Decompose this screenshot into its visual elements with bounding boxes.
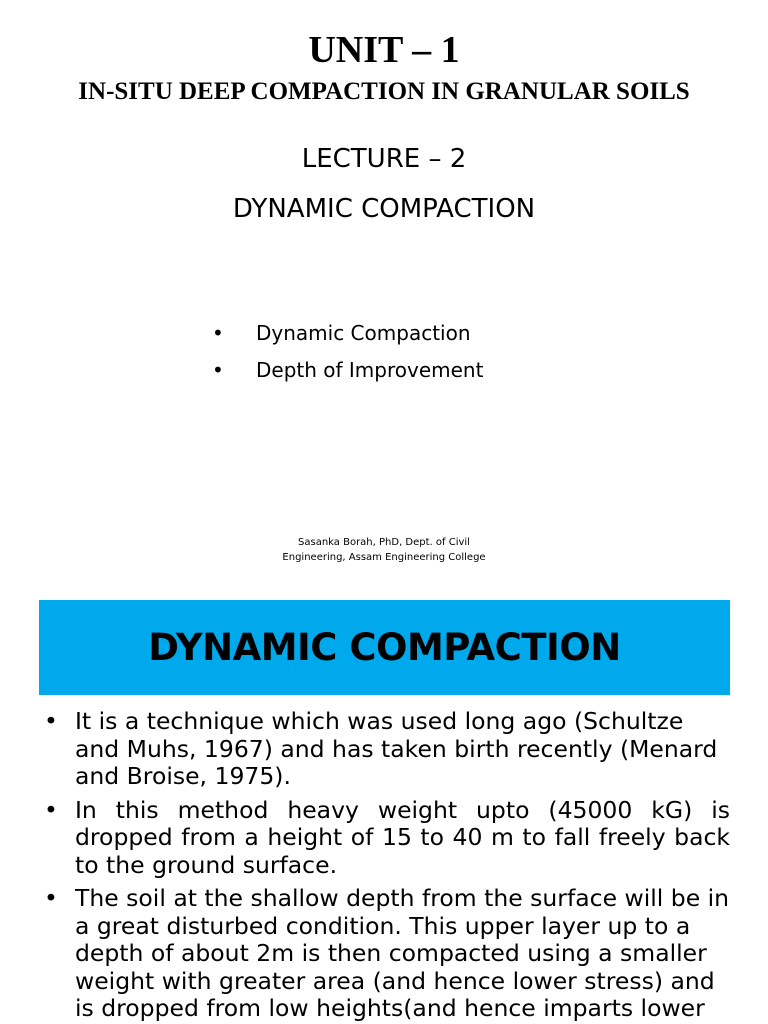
bullet-icon: •: [212, 358, 224, 382]
author-line: Engineering, Assam Engineering College: [282, 552, 486, 563]
content-bullet: [40, 708, 730, 791]
bullet-icon: •: [212, 321, 224, 345]
lecture-number: LECTURE – 2: [301, 144, 467, 174]
banner-title: DYNAMIC COMPACTION: [148, 626, 621, 669]
author-credit: [234, 535, 534, 565]
unit-title: UNIT – 1: [308, 29, 460, 71]
content-text: The soil at the shallow depth from the surface will be in a great disturbed condition. This upper layer up to a depth of about 2m is then compacted using a smaller weight with greater area (and hence lower stress) and is dropped from low heights(and hence imparts lower: [75, 884, 730, 1022]
outline-item-text: Dynamic Compaction: [256, 321, 471, 345]
content-bullet: [40, 797, 730, 880]
content-text: In this method heavy weight upto (45000 kG) is dropped from a height of 15 to 40 m to fall freely back to the ground surface.: [75, 795, 730, 879]
outline-item: [212, 355, 483, 392]
outline-item-text: Depth of Improvement: [256, 358, 484, 382]
outline-list: [212, 318, 483, 392]
lecture-topic: DYNAMIC COMPACTION: [232, 194, 536, 224]
unit-subtitle: IN-SITU DEEP COMPACTION IN GRANULAR SOILS: [78, 78, 690, 105]
content-list: [40, 708, 730, 1024]
section-banner: [39, 600, 730, 695]
bullet-icon: •: [44, 707, 58, 735]
author-line: Sasanka Borah, PhD, Dept. of Civil: [298, 537, 470, 548]
bullet-icon: •: [44, 795, 58, 824]
bullet-icon: •: [44, 884, 58, 912]
content-bullet: [40, 885, 730, 1023]
outline-item: [212, 318, 483, 355]
content-text: It is a technique which was used long ago (Schultze and Muhs, 1967) and has taken birth recently (Menard and Broise, 1975).: [75, 707, 718, 790]
